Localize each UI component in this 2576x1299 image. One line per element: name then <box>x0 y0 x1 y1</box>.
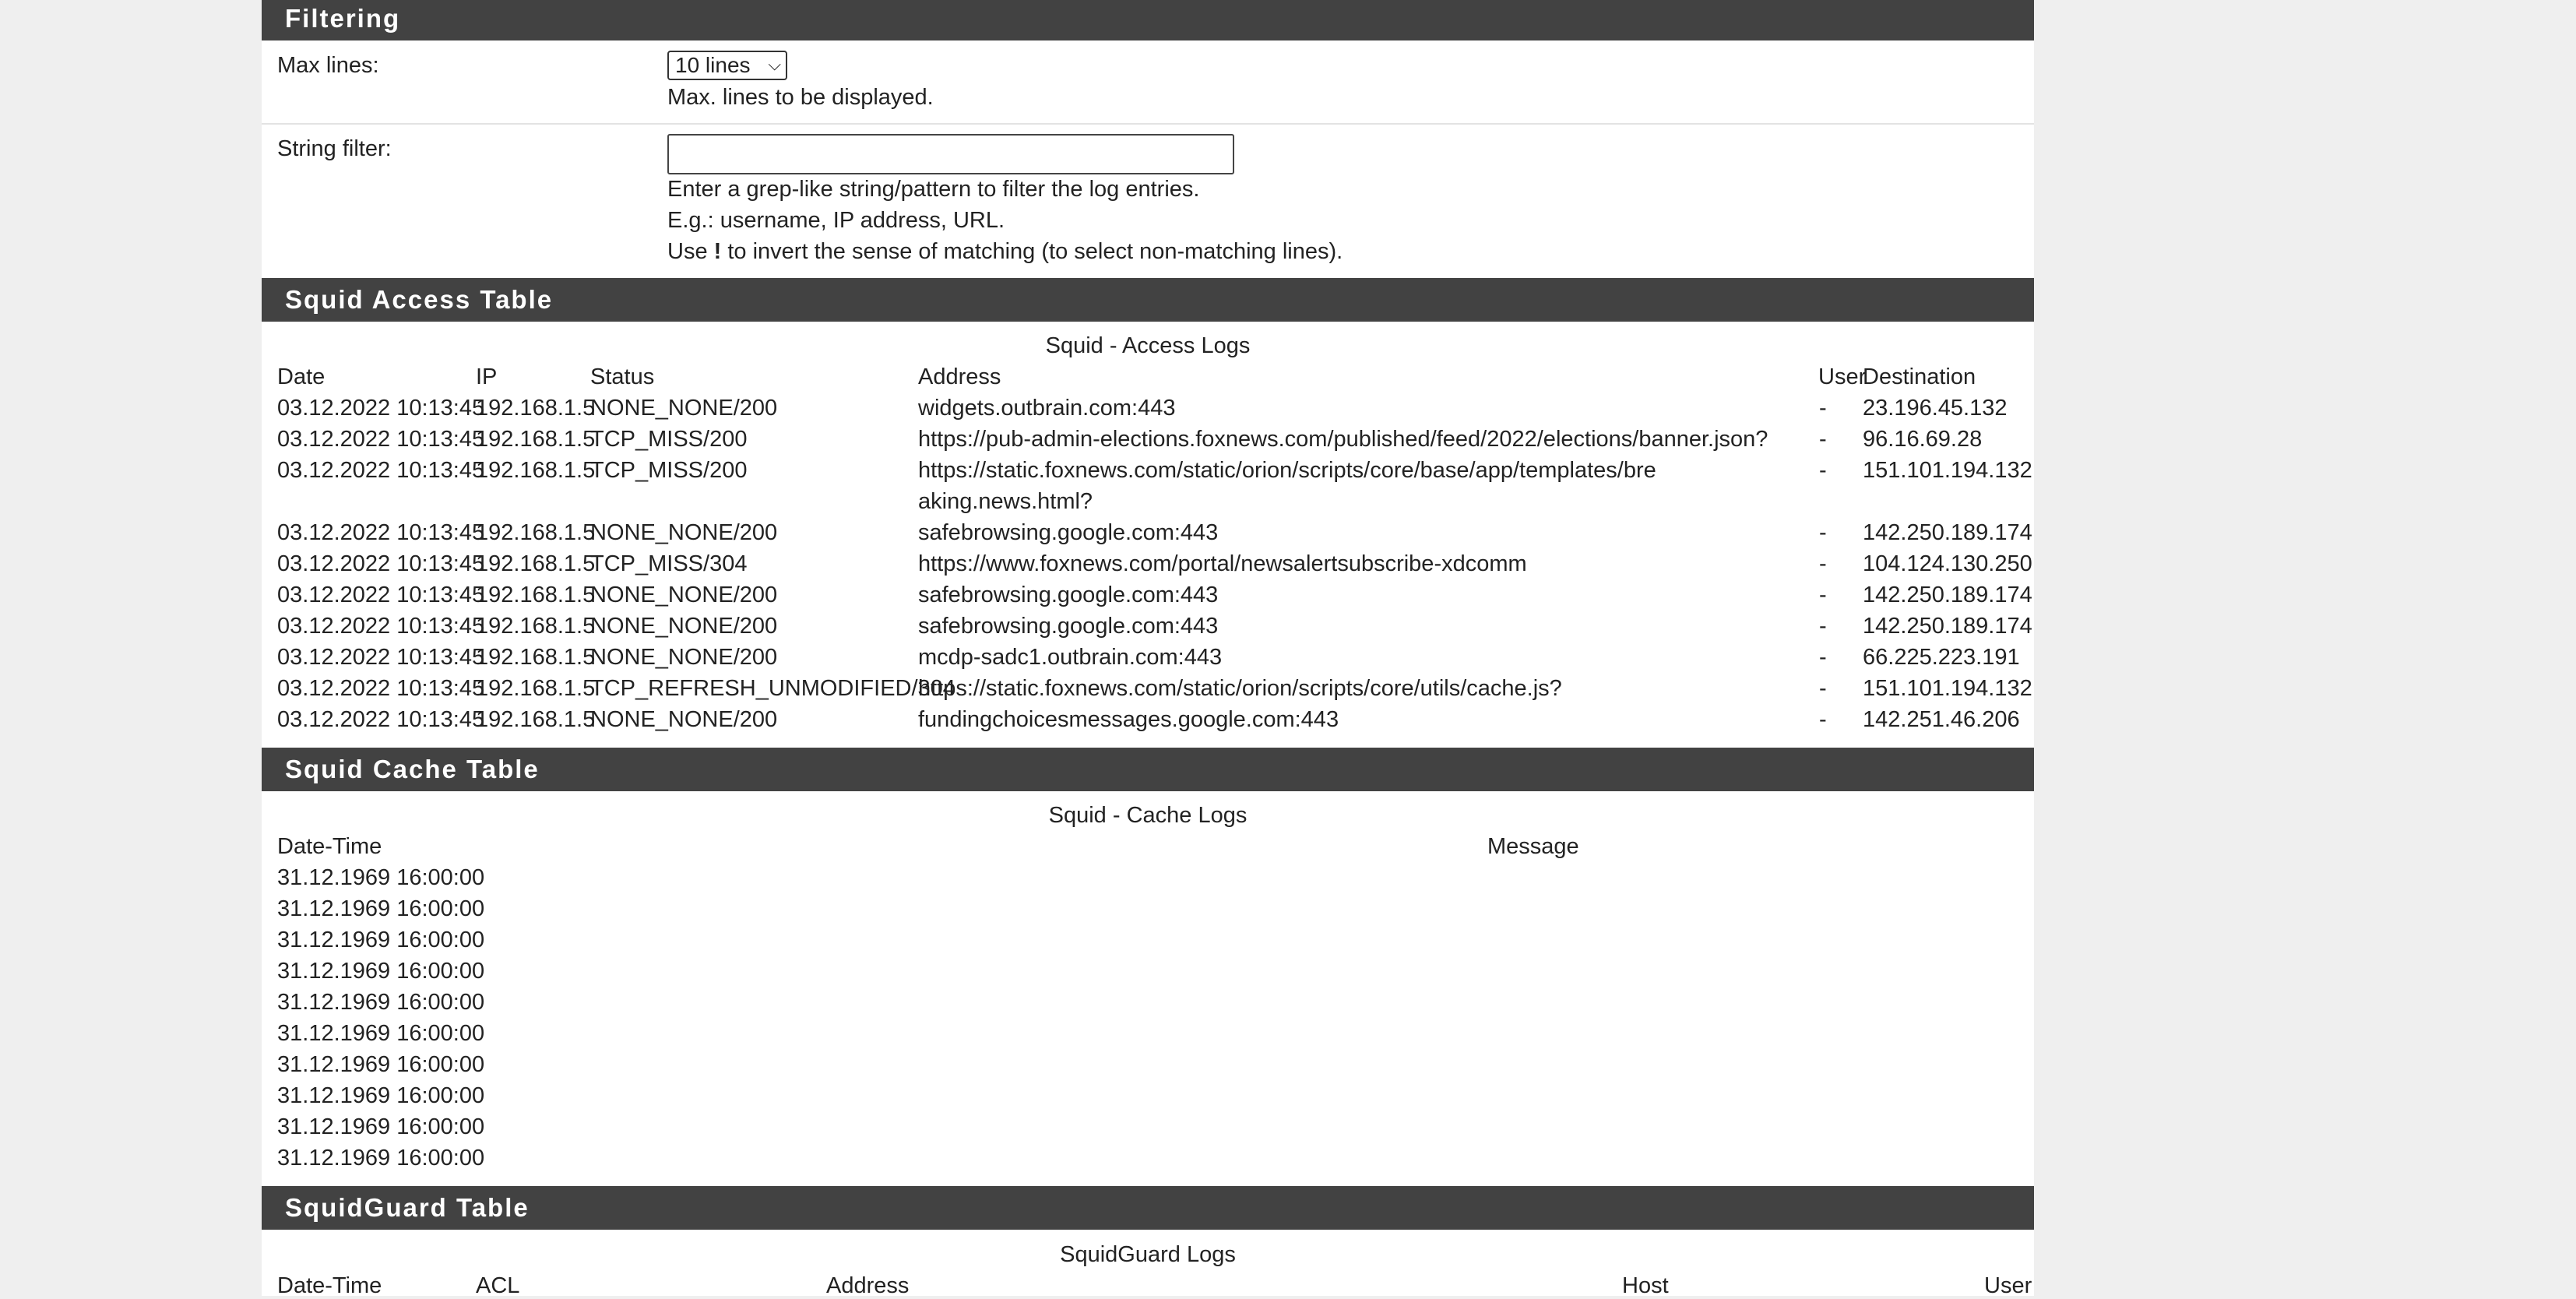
cell-address: safebrowsing.google.com:443 <box>918 614 1219 639</box>
cell-status: NONE_NONE/200 <box>590 520 778 545</box>
filter-help-invert: Use ! to invert the sense of matching (to select non-matching lines). <box>667 239 1343 264</box>
cell-ip: 192.168.1.5 <box>476 458 596 483</box>
column-header-message: Message <box>1487 834 1579 859</box>
cell-user: - <box>1819 427 1827 452</box>
string-filter-input[interactable] <box>667 134 1234 174</box>
column-header-user: User <box>1984 1273 2032 1298</box>
divider <box>262 123 2034 125</box>
cell-destination: 96.16.69.28 <box>1863 427 1983 452</box>
cell-address: https://pub-admin-elections.foxnews.com/published/feed/2022/elections/banner.json? <box>918 427 1768 452</box>
cell-ip: 192.168.1.5 <box>476 676 596 701</box>
cell-date: 03.12.2022 10:13:45 <box>277 396 485 421</box>
cell-date: 03.12.2022 10:13:45 <box>277 520 485 545</box>
cell-ip: 192.168.1.5 <box>476 583 596 607</box>
cell-destination: 142.250.189.174 <box>1863 520 2032 545</box>
cell-address: https://static.foxnews.com/static/orion/scripts/core/utils/cache.js? <box>918 676 1562 701</box>
cell-ip: 192.168.1.5 <box>476 520 596 545</box>
cell-status: TCP_MISS/200 <box>590 458 748 483</box>
cell-status: NONE_NONE/200 <box>590 396 778 421</box>
cell-address: safebrowsing.google.com:443 <box>918 583 1219 607</box>
max-lines-select[interactable] <box>667 51 787 80</box>
cell-date-time: 31.12.1969 16:00:00 <box>277 1052 485 1077</box>
cell-ip: 192.168.1.5 <box>476 396 596 421</box>
cell-user: - <box>1819 396 1827 421</box>
cell-address: fundingchoicesmessages.google.com:443 <box>918 707 1339 732</box>
cell-user: - <box>1819 551 1827 576</box>
cell-ip: 192.168.1.5 <box>476 427 596 452</box>
chevron-down-icon: ⌵ <box>768 55 781 74</box>
cell-date-time: 31.12.1969 16:00:00 <box>277 959 485 984</box>
cell-user: - <box>1819 614 1827 639</box>
cell-status: TCP_REFRESH_UNMODIFIED/304 <box>590 676 955 701</box>
cell-destination: 142.250.189.174 <box>1863 614 2032 639</box>
max-lines-value: 10 lines <box>675 53 751 77</box>
squidguard-table-header: SquidGuard Table <box>262 1186 2034 1230</box>
cell-address: widgets.outbrain.com:443 <box>918 396 1176 421</box>
cell-destination: 104.124.130.250 <box>1863 551 2032 576</box>
cell-user: - <box>1819 520 1827 545</box>
cell-status: TCP_MISS/200 <box>590 427 748 452</box>
access-table-header: Squid Access Table <box>262 278 2034 322</box>
cell-status: NONE_NONE/200 <box>590 583 778 607</box>
cell-date-time: 31.12.1969 16:00:00 <box>277 896 485 921</box>
filtering-header: Filtering <box>262 0 2034 40</box>
max-lines-label: Max lines: <box>277 53 379 78</box>
cell-date-time: 31.12.1969 16:00:00 <box>277 1083 485 1108</box>
cell-destination: 151.101.194.132 <box>1863 676 2032 701</box>
cell-ip: 192.168.1.5 <box>476 645 596 670</box>
cell-date: 03.12.2022 10:13:45 <box>277 458 485 483</box>
cell-date: 03.12.2022 10:13:45 <box>277 676 485 701</box>
column-header-date-time: Date-Time <box>277 834 382 859</box>
cell-date-time: 31.12.1969 16:00:00 <box>277 990 485 1015</box>
max-lines-help: Max. lines to be displayed. <box>667 85 934 110</box>
string-filter-label: String filter: <box>277 136 392 161</box>
squidguard-table-caption: SquidGuard Logs <box>1060 1242 1236 1267</box>
column-header-address: Address <box>918 364 1001 389</box>
column-header-status: Status <box>590 364 655 389</box>
invert-symbol: ! <box>713 239 722 264</box>
column-header-ip: IP <box>476 364 498 389</box>
cell-user: - <box>1819 707 1827 732</box>
column-header-address: Address <box>826 1273 910 1298</box>
filter-help-pattern: Enter a grep-like string/pattern to filter the log entries. <box>667 177 1200 202</box>
cell-date: 03.12.2022 10:13:45 <box>277 707 485 732</box>
cell-destination: 142.251.46.206 <box>1863 707 2020 732</box>
cell-user: - <box>1819 676 1827 701</box>
cell-address: mcdp-sadc1.outbrain.com:443 <box>918 645 1223 670</box>
cell-address-continued: aking.news.html? <box>918 489 1093 514</box>
main-content <box>262 0 2034 1296</box>
cell-destination: 151.101.194.132 <box>1863 458 2032 483</box>
cell-status: TCP_MISS/304 <box>590 551 748 576</box>
cell-user: - <box>1819 645 1827 670</box>
access-table-caption: Squid - Access Logs <box>1045 333 1251 358</box>
cell-destination: 66.225.223.191 <box>1863 645 2020 670</box>
cell-address: https://static.foxnews.com/static/orion/scripts/core/base/app/templates/bre <box>918 458 1656 483</box>
cell-address: https://www.foxnews.com/portal/newsalertsubscribe-xdcomm <box>918 551 1527 576</box>
cell-status: NONE_NONE/200 <box>590 645 778 670</box>
cell-date-time: 31.12.1969 16:00:00 <box>277 1114 485 1139</box>
cell-date-time: 31.12.1969 16:00:00 <box>277 865 485 890</box>
cell-date: 03.12.2022 10:13:45 <box>277 645 485 670</box>
column-header-user: User <box>1818 364 1867 389</box>
column-header-date-time: Date-Time <box>277 1273 382 1298</box>
column-header-date: Date <box>277 364 326 389</box>
cell-status: NONE_NONE/200 <box>590 614 778 639</box>
cell-destination: 23.196.45.132 <box>1863 396 2008 421</box>
cache-table-header: Squid Cache Table <box>262 748 2034 791</box>
cell-user: - <box>1819 458 1827 483</box>
cell-date-time: 31.12.1969 16:00:00 <box>277 1021 485 1046</box>
cell-ip: 192.168.1.5 <box>476 707 596 732</box>
cell-date-time: 31.12.1969 16:00:00 <box>277 1146 485 1171</box>
cell-date-time: 31.12.1969 16:00:00 <box>277 928 485 952</box>
cell-status: NONE_NONE/200 <box>590 707 778 732</box>
cell-date: 03.12.2022 10:13:45 <box>277 614 485 639</box>
cache-table-caption: Squid - Cache Logs <box>1048 803 1248 828</box>
column-header-host: Host <box>1622 1273 1669 1298</box>
cell-date: 03.12.2022 10:13:45 <box>277 427 485 452</box>
column-header-acl: ACL <box>476 1273 520 1298</box>
cell-destination: 142.250.189.174 <box>1863 583 2032 607</box>
cell-address: safebrowsing.google.com:443 <box>918 520 1219 545</box>
cell-ip: 192.168.1.5 <box>476 614 596 639</box>
cell-date: 03.12.2022 10:13:45 <box>277 583 485 607</box>
cell-date: 03.12.2022 10:13:45 <box>277 551 485 576</box>
cell-ip: 192.168.1.5 <box>476 551 596 576</box>
filter-help-example: E.g.: username, IP address, URL. <box>667 208 1005 233</box>
cell-user: - <box>1819 583 1827 607</box>
column-header-destination: Destination <box>1863 364 1976 389</box>
